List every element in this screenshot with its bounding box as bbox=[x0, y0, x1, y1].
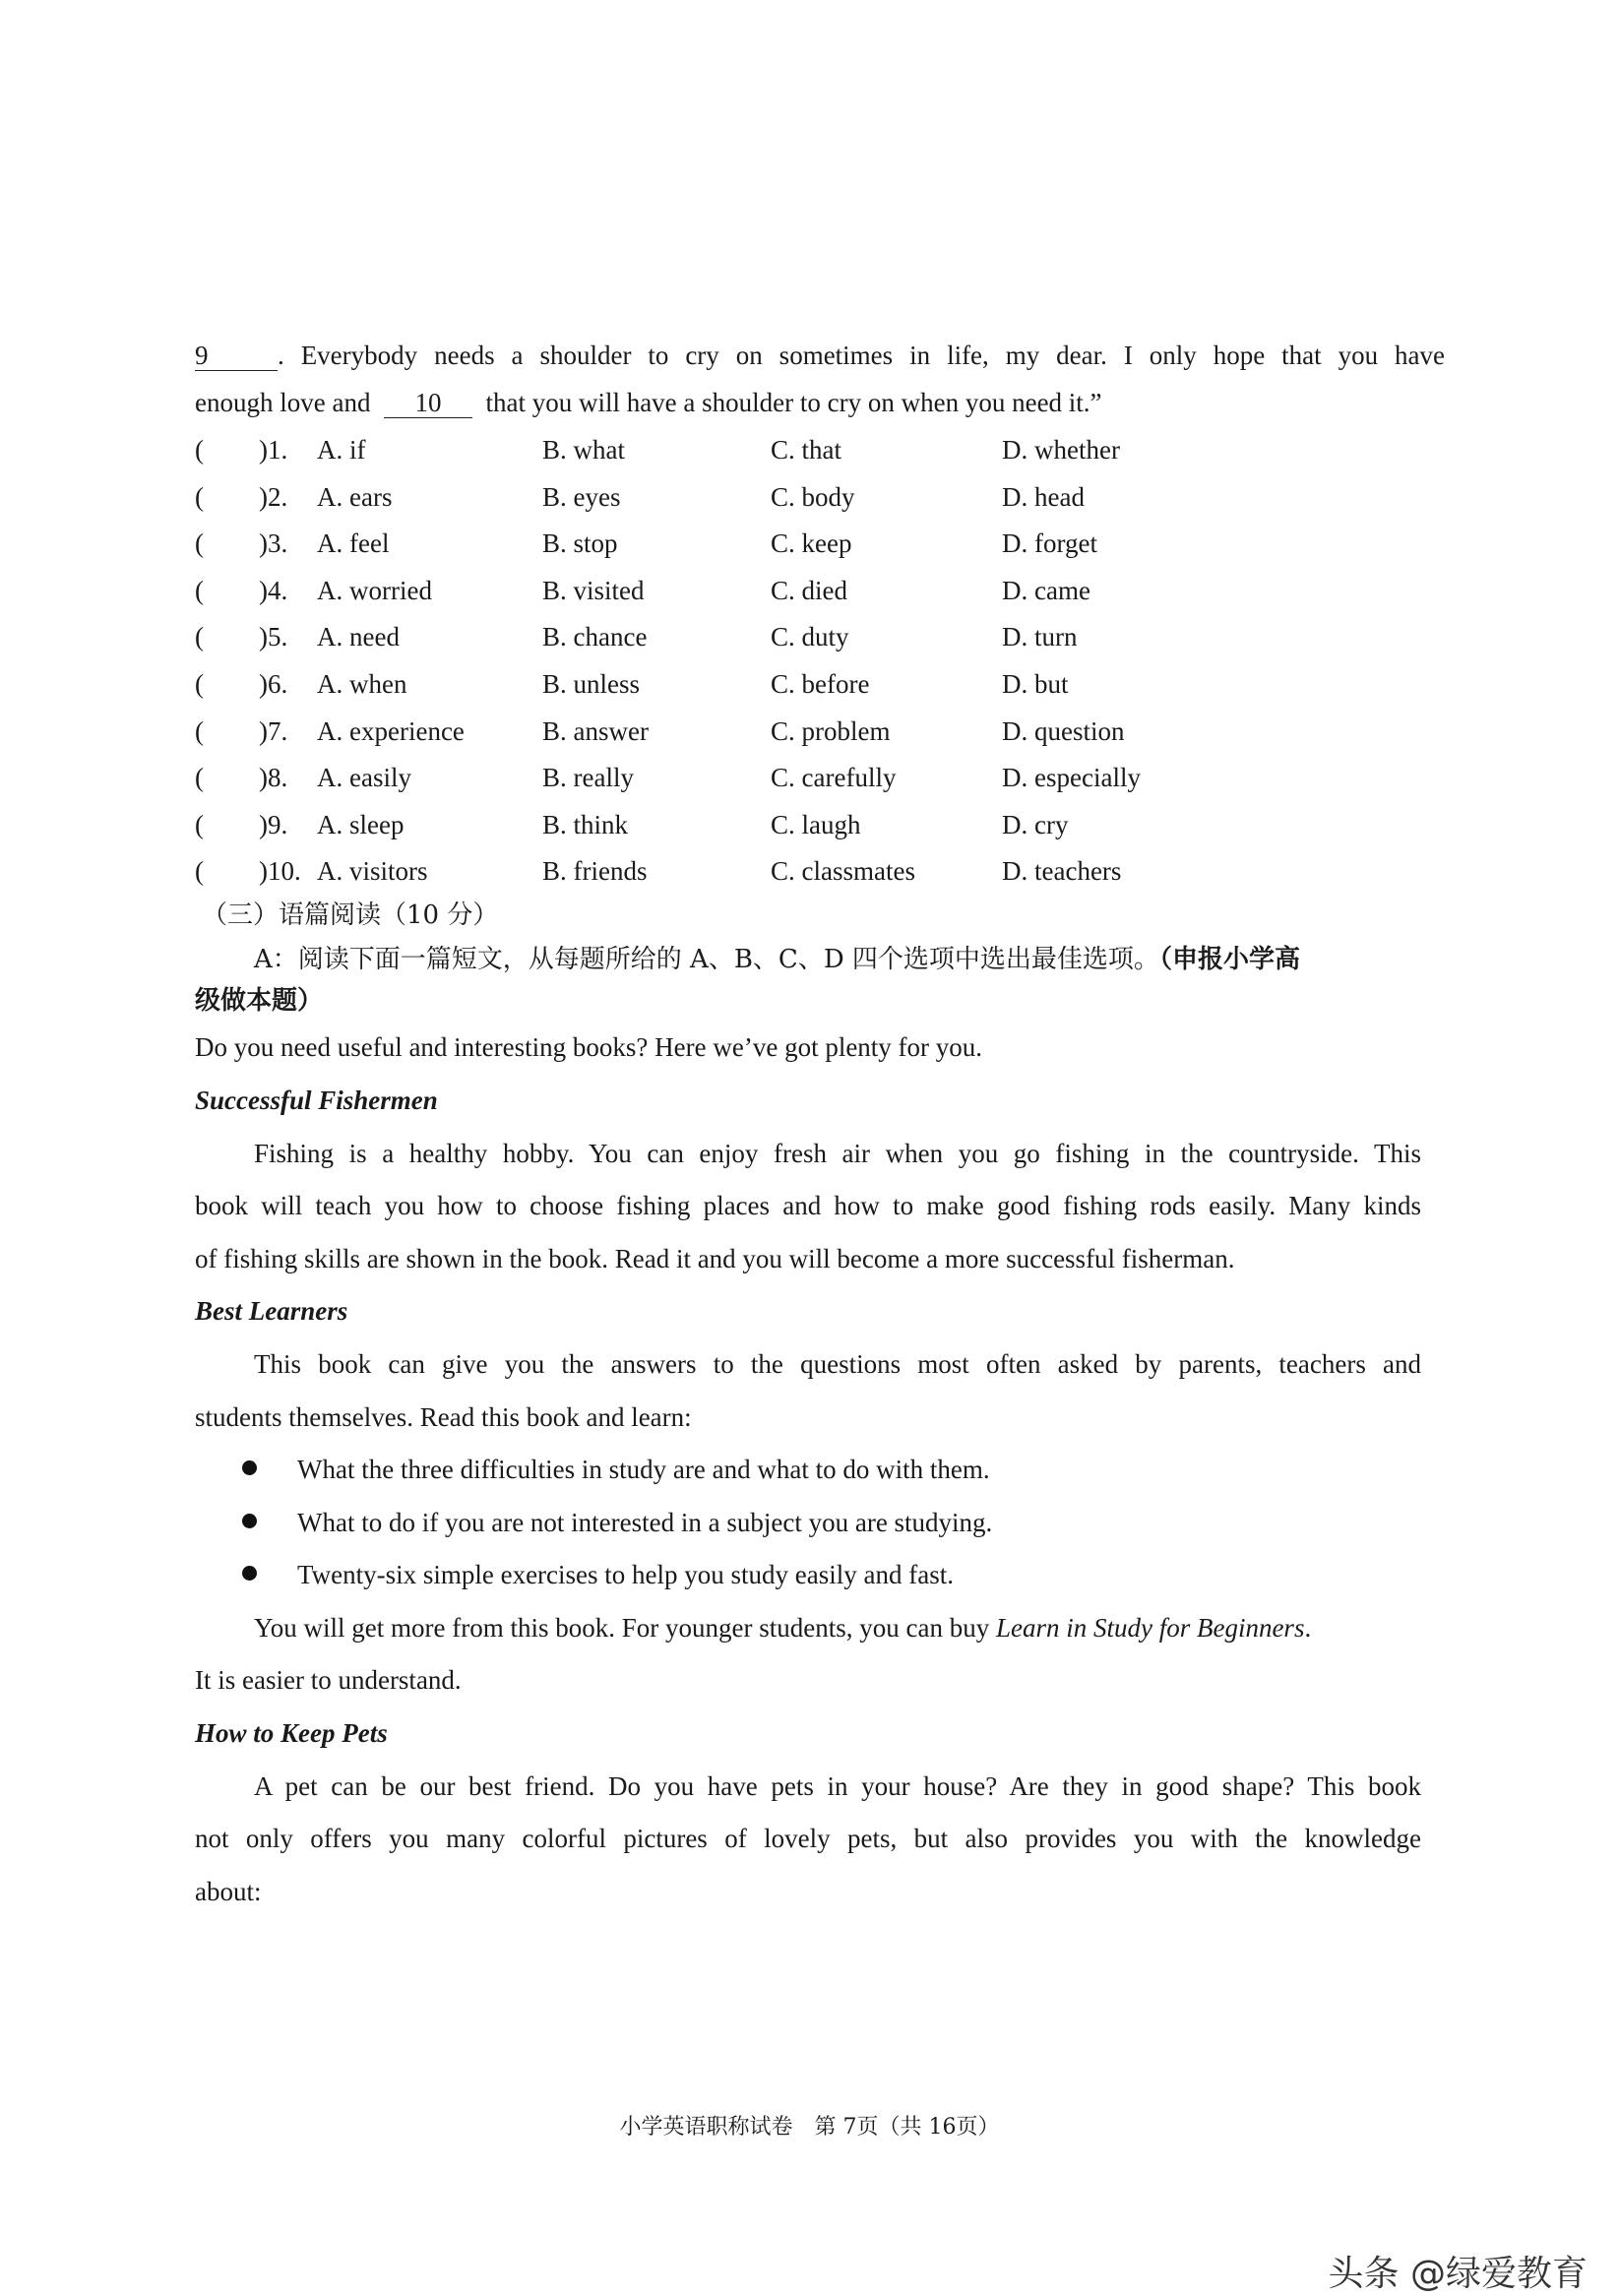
bullet-item: Twenty-six simple exercises to help you study easily and fast. bbox=[297, 1560, 954, 1589]
bullet-dot bbox=[242, 1566, 257, 1581]
answer-bracket: ( bbox=[195, 481, 204, 512]
book1-paragraph: Fishing is a healthy hobby. You can enjoy fresh air when you go fishing in the countryside. This bbox=[254, 1139, 1421, 1168]
option-d: D. forget bbox=[1002, 528, 1097, 559]
option-b: B. visited bbox=[542, 575, 645, 605]
bullet-item: What to do if you are not interested in a subject you are studying. bbox=[297, 1508, 993, 1537]
instruction-text: A：阅读下面一篇短文，从每题所给的 A、B、C、D 四个选项中选出最佳选项。 bbox=[254, 945, 1159, 974]
question-row bbox=[195, 617, 1445, 656]
option-b: B. chance bbox=[542, 622, 648, 652]
option-c: C. that bbox=[771, 435, 841, 465]
option-c: C. body bbox=[771, 481, 855, 512]
book1-paragraph: of fishing skills are shown in the book. Read it and you will become a more successful fisherman. bbox=[195, 1244, 1235, 1273]
book2-paragraph: It is easier to understand. bbox=[195, 1665, 462, 1695]
option-d: D. teachers bbox=[1002, 856, 1122, 887]
watermark: 头条 @绿爱教育 bbox=[1328, 2254, 1588, 2294]
question-number: )7. bbox=[259, 715, 288, 746]
book-title-italic: Learn in Study for Beginners bbox=[995, 1613, 1305, 1643]
option-a: A. ears bbox=[317, 481, 393, 512]
answer-bracket: ( bbox=[195, 575, 204, 605]
question-row bbox=[195, 758, 1445, 797]
bullet-item: What the three difficulties in study are and what to do with them. bbox=[297, 1455, 990, 1484]
option-a: A. experience bbox=[317, 715, 465, 746]
answer-bracket: ( bbox=[195, 528, 204, 559]
passage-text: that you will have a shoulder to cry on when you need it.” bbox=[485, 388, 1102, 417]
option-a: A. when bbox=[317, 669, 407, 699]
paragraph-text: You will get more from this book. For younger students, you can buy bbox=[254, 1613, 996, 1643]
option-d: D. whether bbox=[1002, 435, 1120, 465]
question-row bbox=[195, 805, 1445, 844]
option-d: D. head bbox=[1002, 481, 1085, 512]
option-c: C. classmates bbox=[771, 856, 915, 887]
book1-paragraph: book will teach you how to choose fishing places and how to make good fishing rods easily. Many kinds bbox=[195, 1191, 1421, 1220]
option-a: A. visitors bbox=[317, 856, 428, 887]
option-d: D. question bbox=[1002, 715, 1125, 746]
option-c: C. keep bbox=[771, 528, 852, 559]
option-c: C. problem bbox=[771, 715, 891, 746]
blank-9: 9 bbox=[195, 341, 278, 371]
question-number: )1. bbox=[259, 435, 288, 465]
blank-10: 10 bbox=[384, 388, 472, 418]
instruction-bold: （申报小学高 bbox=[1158, 945, 1300, 974]
option-c: C. before bbox=[771, 669, 870, 699]
option-b: B. friends bbox=[542, 856, 648, 887]
question-number: )3. bbox=[259, 528, 288, 559]
question-row bbox=[195, 524, 1445, 563]
option-a: A. need bbox=[317, 622, 400, 652]
option-d: D. but bbox=[1002, 669, 1069, 699]
question-row bbox=[195, 477, 1445, 517]
option-c: C. carefully bbox=[771, 763, 897, 793]
question-number: )6. bbox=[259, 669, 288, 699]
option-b: B. answer bbox=[542, 715, 649, 746]
option-c: C. died bbox=[771, 575, 847, 605]
book2-paragraph bbox=[254, 1610, 1504, 1645]
book3-paragraph: A pet can be our best friend. Do you have pets in your house? Are they in good shape? This book bbox=[254, 1771, 1421, 1801]
option-b: B. really bbox=[542, 763, 634, 793]
option-d: D. cry bbox=[1002, 809, 1069, 839]
option-b: B. think bbox=[542, 809, 629, 839]
question-number: )8. bbox=[259, 763, 288, 793]
reading-intro: Do you need useful and interesting books? Here we’ve got plenty for you. bbox=[195, 1032, 983, 1062]
bullet-dot bbox=[242, 1514, 257, 1528]
passage-text: enough love and bbox=[195, 388, 371, 417]
question-number: )10. bbox=[259, 856, 301, 887]
option-d: D. especially bbox=[1002, 763, 1141, 793]
answer-bracket: ( bbox=[195, 435, 204, 465]
option-a: A. easily bbox=[317, 763, 411, 793]
bullet-dot bbox=[242, 1460, 257, 1475]
passage-line-2 bbox=[195, 385, 1445, 420]
book-title-3: How to Keep Pets bbox=[195, 1718, 388, 1748]
option-b: B. unless bbox=[542, 669, 641, 699]
question-row bbox=[195, 430, 1445, 469]
section-heading: （三）语篇阅读（10 分） bbox=[202, 900, 499, 930]
option-a: A. feel bbox=[317, 528, 390, 559]
book3-paragraph: about: bbox=[195, 1877, 262, 1906]
section-instruction-cont: 级做本题） bbox=[195, 986, 324, 1016]
option-d: D. came bbox=[1002, 575, 1090, 605]
answer-bracket: ( bbox=[195, 715, 204, 746]
page-footer: 小学英语职称试卷 第 7页（共 16页） bbox=[619, 2115, 1000, 2140]
answer-bracket: ( bbox=[195, 622, 204, 652]
paragraph-text: . bbox=[1304, 1613, 1312, 1643]
option-a: A. worried bbox=[317, 575, 432, 605]
option-b: B. what bbox=[542, 435, 625, 465]
passage-line-1 bbox=[195, 338, 1445, 373]
question-number: )5. bbox=[259, 622, 288, 652]
book2-paragraph: This book can give you the answers to the questions most often asked by parents, teachers and bbox=[254, 1349, 1421, 1379]
answer-bracket: ( bbox=[195, 669, 204, 699]
option-a: A. sleep bbox=[317, 809, 405, 839]
book-title-2: Best Learners bbox=[195, 1296, 348, 1326]
answer-bracket: ( bbox=[195, 856, 204, 887]
option-c: C. laugh bbox=[771, 809, 861, 839]
book2-paragraph: students themselves. Read this book and learn: bbox=[195, 1402, 692, 1432]
option-b: B. stop bbox=[542, 528, 618, 559]
question-row bbox=[195, 664, 1445, 704]
option-c: C. duty bbox=[771, 622, 849, 652]
question-row bbox=[195, 712, 1445, 751]
option-b: B. eyes bbox=[542, 481, 621, 512]
answer-bracket: ( bbox=[195, 763, 204, 793]
option-a: A. if bbox=[317, 435, 366, 465]
question-row bbox=[195, 571, 1445, 610]
question-number: )2. bbox=[259, 481, 288, 512]
book-title-1: Successful Fishermen bbox=[195, 1086, 438, 1115]
question-number: )4. bbox=[259, 575, 288, 605]
section-instruction bbox=[254, 942, 1504, 977]
answer-bracket: ( bbox=[195, 809, 204, 839]
question-number: )9. bbox=[259, 809, 288, 839]
passage-text: . Everybody needs a shoulder to cry on sometimes in life, my dear. I only hope that you have bbox=[278, 341, 1445, 370]
book3-paragraph: not only offers you many colorful pictures of lovely pets, but also provides you with the knowledge bbox=[195, 1824, 1421, 1853]
question-row bbox=[195, 851, 1445, 891]
option-d: D. turn bbox=[1002, 622, 1078, 652]
